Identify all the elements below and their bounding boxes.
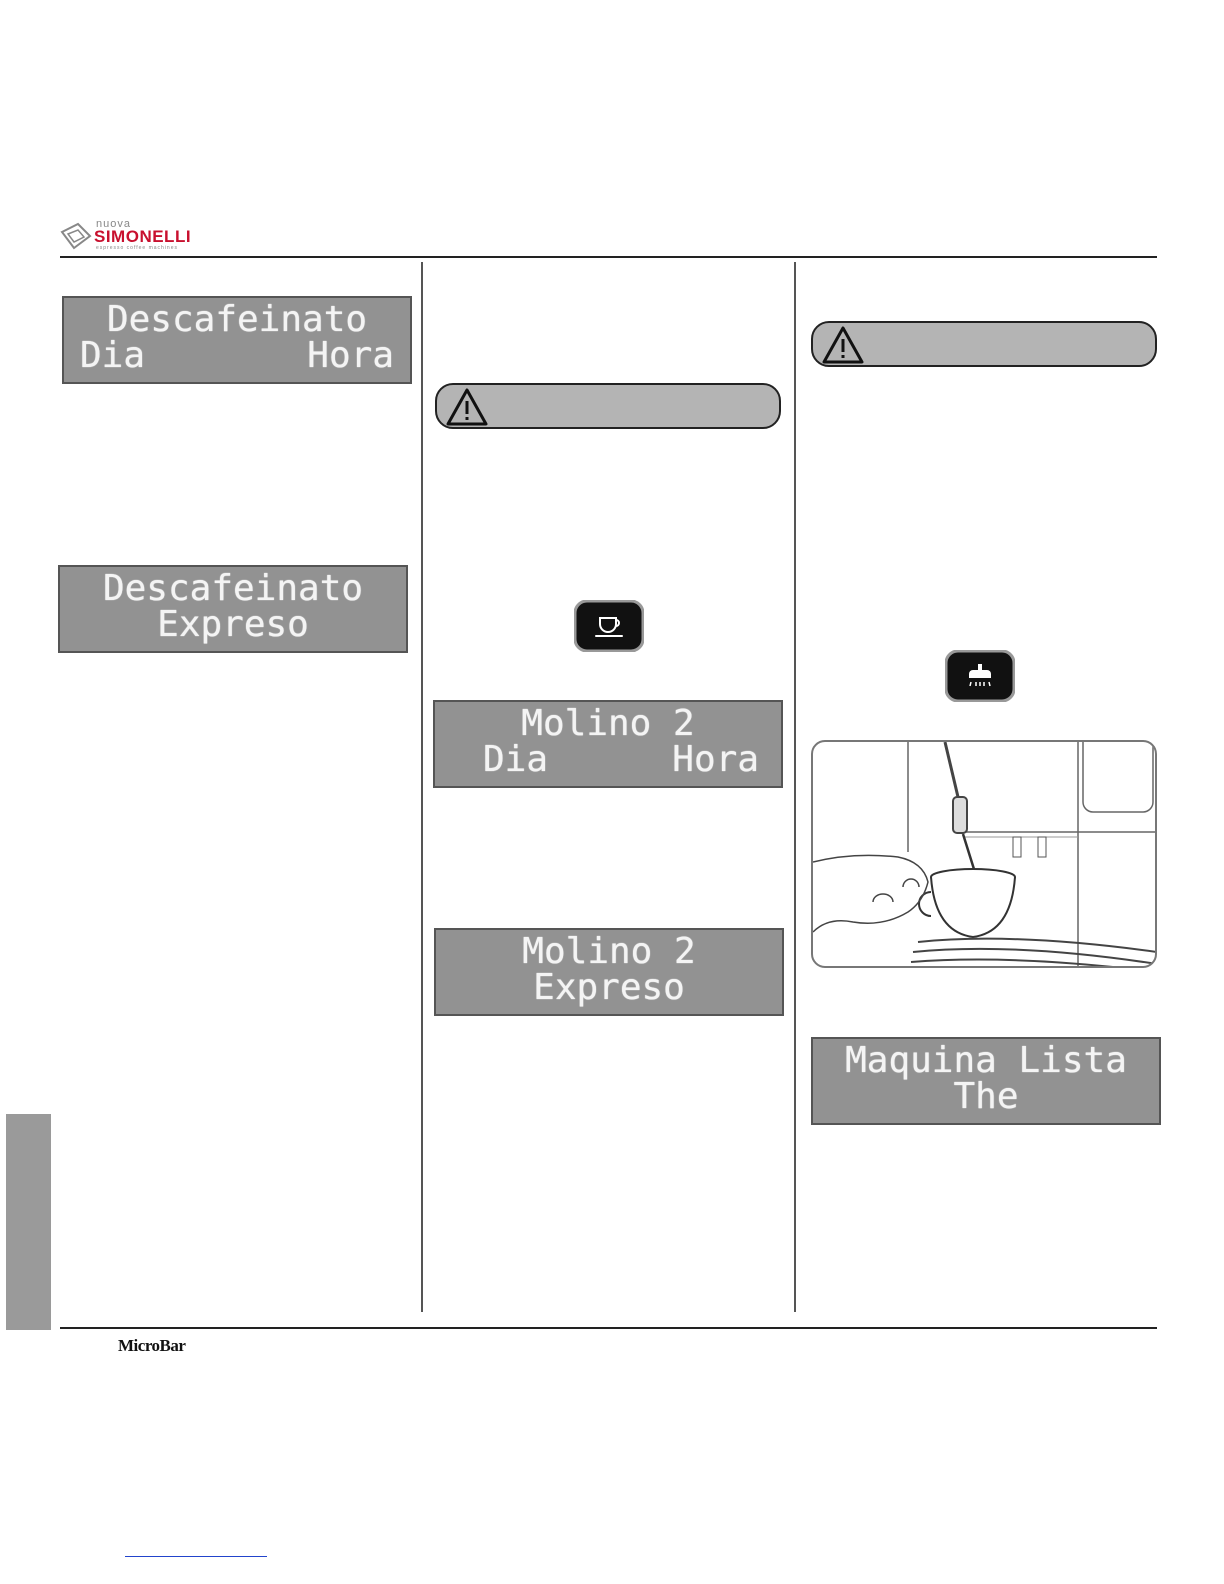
lcd-display-descafeinato-expreso (58, 565, 408, 653)
lcd-line-1: Molino 2 (522, 931, 696, 972)
coffee-button[interactable] (574, 600, 644, 652)
warning-triangle-icon (821, 325, 865, 365)
brand-main: SIMONELLI (94, 227, 192, 246)
coffee-cup-icon (574, 600, 644, 652)
lcd-display-descafeinato-dia-hora (62, 296, 412, 384)
warning-triangle-icon (445, 387, 489, 427)
lcd-line-1: Descafeinato (106, 299, 368, 340)
nuova-simonelli-logo (60, 218, 240, 252)
language-side-tab (6, 1114, 51, 1330)
footer-link-underline[interactable] (125, 1556, 267, 1557)
lcd-line-1: Molino 2 (521, 703, 695, 744)
lcd-display-molino-expreso (434, 928, 784, 1016)
brand-small: nuova (96, 218, 131, 230)
microbar-logo: MicroBar (118, 1336, 186, 1355)
column-divider-1 (421, 262, 423, 1312)
steam-wand-cup-illustration (811, 740, 1157, 968)
lcd-line-2: The (953, 1076, 1019, 1117)
footer-divider (60, 1327, 1157, 1329)
warning-bar (811, 321, 1157, 367)
lcd-display-molino-dia-hora (433, 700, 783, 788)
lcd-line-1: Descafeinato (102, 568, 364, 609)
lcd-line-1: Maquina Lista (845, 1040, 1127, 1081)
lcd-dia: Dia (483, 739, 549, 780)
lcd-line-2: Expreso (157, 604, 309, 645)
lcd-display-maquina-lista (811, 1037, 1161, 1125)
lcd-line-2: Expreso (533, 967, 685, 1008)
lcd-hora: Hora (672, 739, 759, 780)
column-divider-2 (794, 262, 796, 1312)
lcd-dia: Dia (80, 335, 146, 376)
brand-tagline: espresso coffee machines (96, 245, 178, 251)
simonelli-logo-mark-icon (60, 222, 92, 250)
header-divider (60, 256, 1157, 258)
hot-water-button[interactable] (945, 650, 1015, 702)
hot-water-icon (945, 650, 1015, 702)
lcd-hora: Hora (307, 335, 394, 376)
warning-bar (435, 383, 781, 429)
